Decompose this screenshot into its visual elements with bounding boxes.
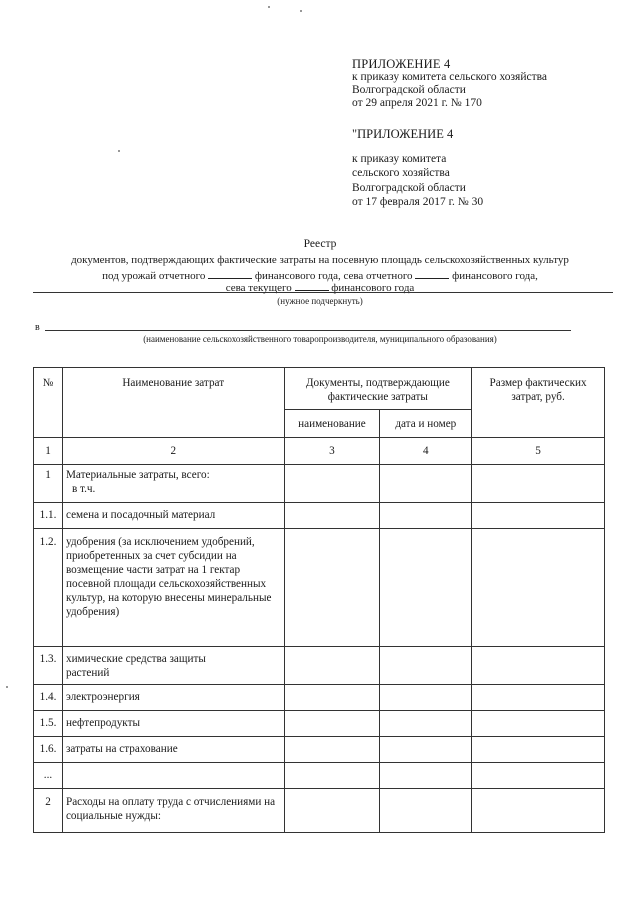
row-name: семена и посадочный материал	[62, 503, 284, 529]
appendix-header	[352, 58, 622, 110]
original-appendix-line-1: к приказу комитета	[352, 152, 447, 165]
blank-year-2	[415, 268, 449, 279]
cell-amount	[472, 763, 605, 789]
cell-amount	[472, 737, 605, 763]
original-appendix-line-3: Волгоградской области	[352, 181, 466, 194]
table-row	[34, 685, 605, 711]
cell-doc-name	[284, 737, 380, 763]
scan-speck	[300, 10, 302, 12]
line3-part-b: финансового года	[331, 282, 415, 294]
registry-table	[33, 367, 605, 833]
cell-doc-date	[380, 789, 472, 833]
appendix-line-1: к приказу комитета сельского хозяйства	[352, 71, 548, 83]
appendix-line-2: Волгоградской области	[352, 84, 466, 96]
header-amount: Размер фактических затрат, руб.	[472, 368, 605, 438]
row-name: нефтепродукты	[62, 711, 284, 737]
row-name	[62, 465, 284, 503]
row-num: 1.3.	[34, 647, 63, 685]
cell-doc-name	[284, 685, 380, 711]
header-num: №	[34, 368, 63, 438]
note-producer: (наименование сельскохозяйственного товаропроизводителя, муниципального образования)	[143, 334, 497, 344]
cell-doc-date	[380, 647, 472, 685]
row-sub-text: в т.ч.	[71, 483, 96, 495]
cell-amount	[472, 789, 605, 833]
col-number: 3	[284, 438, 380, 465]
cell-amount	[472, 685, 605, 711]
cell-amount	[472, 711, 605, 737]
registry-title: Реестр	[303, 238, 337, 250]
original-appendix-line-2: сельского хозяйства	[352, 167, 450, 179]
row-name: химические средства защиты растений	[62, 647, 284, 685]
row-num: 1.1.	[34, 503, 63, 529]
cell-amount	[472, 503, 605, 529]
producer-name-line	[45, 330, 571, 331]
scan-speck	[6, 686, 8, 688]
header-name: Наименование затрат	[62, 368, 284, 438]
cell-doc-date	[380, 503, 472, 529]
appendix-title: ПРИЛОЖЕНИЕ 4	[352, 57, 451, 71]
row-name: Расходы на оплату труда с отчислениями на социальные нужды:	[62, 789, 284, 833]
registry-subtitle-line-1: документов, подтверждающих фактические затраты на посевную площадь сельскохозяйственных культур	[71, 254, 569, 266]
prefix-v: в	[35, 322, 40, 333]
header-docs: Документы, подтверждающие фактические затраты	[284, 368, 472, 410]
table-row	[34, 789, 605, 833]
header-docs-date: дата и номер	[380, 410, 472, 438]
line3-part-a: сева текущего	[225, 282, 292, 294]
row-num: 1.2.	[34, 529, 63, 647]
blank-year-3	[295, 280, 329, 291]
original-appendix-header	[352, 127, 622, 210]
column-numbers-row	[34, 438, 605, 465]
cell-doc-name	[284, 647, 380, 685]
line2-part-a: под урожай отчетного	[102, 270, 206, 282]
cell-doc-date	[380, 737, 472, 763]
cell-amount	[472, 529, 605, 647]
original-appendix-line-4: от 17 февраля 2017 г. № 30	[352, 196, 484, 208]
row-name	[62, 763, 284, 789]
col-number: 2	[62, 438, 284, 465]
table-row	[34, 763, 605, 789]
table-row	[34, 737, 605, 763]
appendix-line-3: от 29 апреля 2021 г. № 170	[352, 97, 482, 109]
table-row	[34, 647, 605, 685]
blank-year-1	[208, 268, 252, 279]
row-num: ...	[34, 763, 63, 789]
table-row	[34, 529, 605, 647]
row-num: 1	[34, 465, 63, 503]
cell-doc-date	[380, 685, 472, 711]
row-num: 1.6.	[34, 737, 63, 763]
underline-rule	[33, 292, 613, 293]
header-docs-name: наименование	[284, 410, 380, 438]
row-name: удобрения (за исключением удобрений, приобретенных за счет субсидии на возмещение части затрат на 1 гектар посевной площади сельскохозяйственных культур, на которую внесены минеральные удобрения)	[62, 529, 284, 647]
cell-doc-name	[284, 711, 380, 737]
cell-doc-date	[380, 529, 472, 647]
row-num: 2	[34, 789, 63, 833]
cell-doc-date	[380, 711, 472, 737]
row-num: 1.4.	[34, 685, 63, 711]
col-number: 1	[34, 438, 63, 465]
col-number: 5	[472, 438, 605, 465]
cell-doc-date	[380, 465, 472, 503]
table-row	[34, 503, 605, 529]
cell-amount	[472, 647, 605, 685]
table-row	[34, 465, 605, 503]
line2-part-c: финансового года,	[452, 270, 538, 282]
row-name: затраты на страхование	[62, 737, 284, 763]
cell-doc-name	[284, 529, 380, 647]
original-appendix-title: "ПРИЛОЖЕНИЕ 4	[352, 127, 454, 141]
line2-part-b: финансового года, сева отчетного	[254, 270, 413, 282]
row-num: 1.5.	[34, 711, 63, 737]
cell-doc-name	[284, 465, 380, 503]
row-name-text: Материальные затраты, всего:	[65, 469, 210, 481]
cell-doc-name	[284, 763, 380, 789]
scan-speck	[268, 6, 270, 8]
note-underline: (нужное подчеркнуть)	[277, 296, 363, 306]
cell-amount	[472, 465, 605, 503]
cell-doc-name	[284, 789, 380, 833]
col-number: 4	[380, 438, 472, 465]
cell-doc-date	[380, 763, 472, 789]
table-row	[34, 711, 605, 737]
scan-speck	[118, 150, 120, 152]
row-name: электроэнергия	[62, 685, 284, 711]
cell-doc-name	[284, 503, 380, 529]
